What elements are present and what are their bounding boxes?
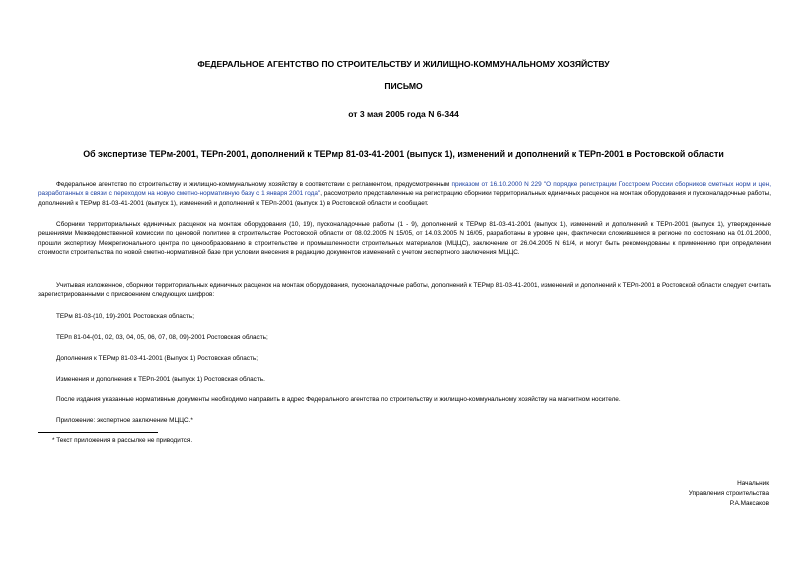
document-title: Об экспертизе ТЕРм-2001, ТЕРп-2001, дополнений к ТЕРмр 81-03-41-2001 (выпуск 1), изменений и дополнений к ТЕРп-2001 в Ростовской области xyxy=(83,149,724,159)
document-type: ПИСЬМО xyxy=(384,81,423,91)
footnote-divider xyxy=(38,432,158,433)
paragraph-intro xyxy=(38,180,771,208)
code-list-item: Дополнения к ТЕРмр 81-03-41-2001 (Выпуск 1) Ростовская область; xyxy=(56,355,259,362)
signatory-department: Управления строительства xyxy=(688,490,769,497)
paragraph-intro-text-start: Федеральное агентство по строительству и жилищно-коммунальному хозяйству в соответствии с регламентом, предусмотренным xyxy=(56,181,452,188)
code-list-item: ТЕРм 81-03-(10, 19)-2001 Ростовская область; xyxy=(56,313,195,320)
code-list-item: ТЕРп 81-04-(01, 02, 03, 04, 05, 06, 07, 08, 09)-2001 Ростовская область; xyxy=(56,334,268,341)
document-date: от 3 мая 2005 года N 6-344 xyxy=(348,109,459,119)
paragraph-registration: Учитывая изложенное, сборники территориальных единичных расценок на монтаж оборудования, пусконаладочные работы, дополнений к ТЕРмр 81-03-41-2001, изменений и дополнений к ТЕРп-2001 в Ростовской области следует считать зарегистрированными с присвоением следующих шифров: xyxy=(38,282,771,299)
agency-heading: ФЕДЕРАЛЬНОЕ АГЕНТСТВО ПО СТРОИТЕЛЬСТВУ И ЖИЛИЩНО-КОММУНАЛЬНОМУ ХОЗЯЙСТВУ xyxy=(197,59,610,69)
signatory-position: Начальник xyxy=(737,480,769,487)
code-list-item: Изменения и дополнения к ТЕРп-2001 (выпуск 1) Ростовская область. xyxy=(56,376,265,383)
order-229-link[interactable]: приказом от 16.10.2000 N 229 "О порядке регистрации Госстроем России сборников сметных норм и цен, разработанных в связи с переходом на новую сметно-нормативную базу с 1 января 2001 года" xyxy=(38,181,771,198)
footnote: * Текст приложения в рассылке не приводится. xyxy=(52,437,193,444)
appendix-note: Приложение: экспертное заключение МЦЦС.* xyxy=(56,417,193,424)
signatory-name: Р.А.Максаков xyxy=(729,500,769,507)
paragraph-expertise: Сборники территориальных единичных расценок на монтаж оборудования (10, 19), пусконаладочные работы (1 - 9), дополнений к ТЕРмр 81-03-41-2001 (выпуск 1), изменений и дополнений к ТЕРп-2001 (выпуск 1), утвержденные решениями Межведомственной комиссии по ценовой политике в строительстве Ростовской области от 08.02.2005 N 15/05, от 14.03.2005 N 16/05, разработаны в уровне цен, фактически сложившемся в регионе по состоянию на 01.01.2000, прошли экспертизу Межрегионального центра по ценообразованию в строительстве и промышленности строительных материалов (МЦЦС), заключение от 26.04.2005 N 61/4, и могут быть рекомендованы к применению при определении стоимости строительства по новой сметно-нормативной базе при условии внесения в редакцию документов изменений с учетом экспертного заключения МЦЦС. xyxy=(38,221,771,257)
paragraph-intro-text-end: , рассмотрело представленные на регистрацию сборники территориальных единичных расценок на монтаж оборудования и пусконаладочные работы, дополнений к ТЕРмр 81-03-41-2001 (выпуск 1), изменений и дополнений к ТЕРп-2001 (выпуск 1) в Ростовской области и сообщает. xyxy=(38,190,771,207)
paragraph-instruction: После издания указанные нормативные документы необходимо направить в адрес Федерального агентства по строительству и жилищно-коммунальному хозяйству на магнитном носителе. xyxy=(56,396,621,403)
